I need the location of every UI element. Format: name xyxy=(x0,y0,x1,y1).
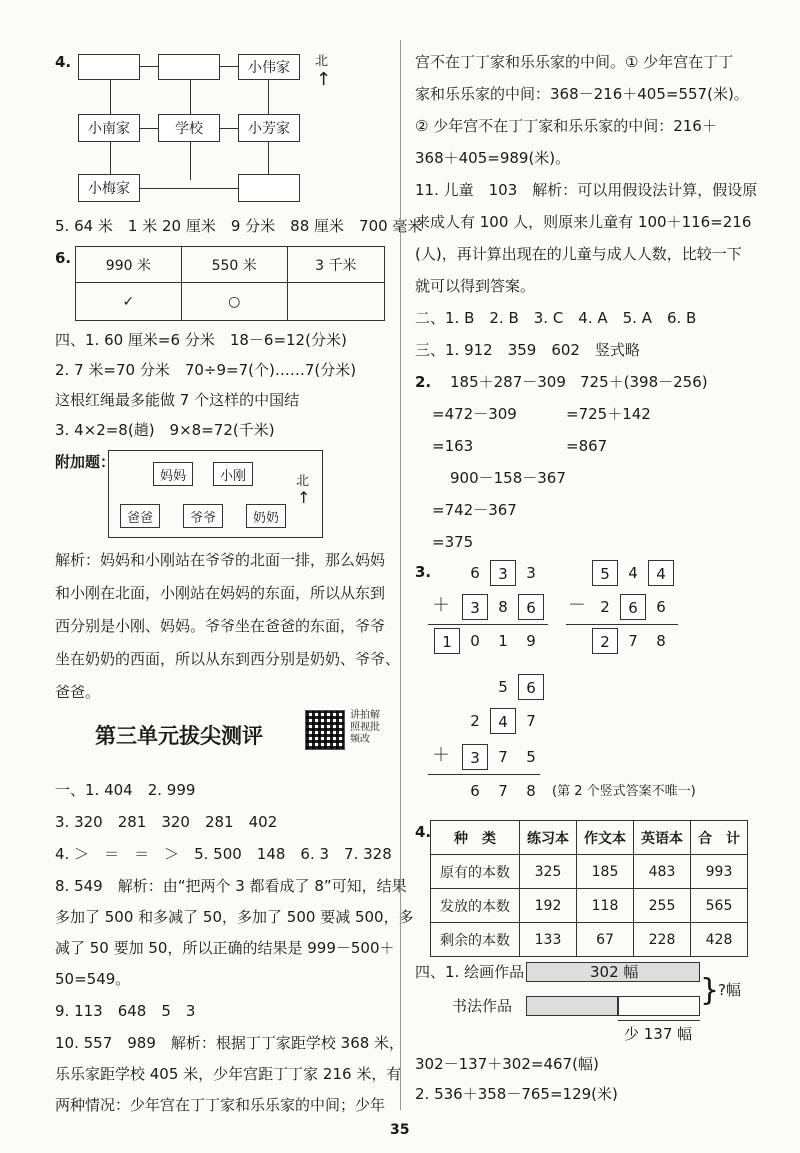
p4: 4. ＞ ＝ ＝ ＞ 5. 500 148 6. 3 7. 328 xyxy=(55,845,392,863)
q6-table xyxy=(75,246,385,321)
s2-answers: 二、1. B 2. B 3. C 4. A 5. A 6. B xyxy=(415,309,697,327)
map-box-empty-3 xyxy=(238,174,300,202)
p8-line: 8. 549 解析：由“把两个 3 都看成了 8”可知，结果 xyxy=(55,877,407,895)
table-cell: 185 xyxy=(577,855,634,889)
table-row xyxy=(431,889,748,923)
calc-b-line: 725＋(398－256) xyxy=(580,373,708,391)
north-arrow-icon: ↑ xyxy=(316,69,332,90)
calc-c-line: 900－158－367 xyxy=(450,469,566,487)
table-cell: 118 xyxy=(577,889,634,923)
vert3-note: (第 2 个竖式答案不唯一) xyxy=(552,784,696,799)
person-baba: 爸爸 xyxy=(120,504,160,528)
person-yeye: 爷爷 xyxy=(183,504,223,528)
q6-header: 3 千米 xyxy=(287,247,384,283)
table-cell: 483 xyxy=(634,855,691,889)
table-cell: 67 xyxy=(577,923,634,957)
digit: 3 xyxy=(526,564,536,582)
digit: 7 xyxy=(526,712,536,730)
bar-less-label: 少 137 幅 xyxy=(624,1025,693,1043)
digit: 5 xyxy=(526,748,536,766)
analysis-line: 和小刚在北面，小刚站在妈妈的东面，所以从东到 xyxy=(55,584,386,602)
q6-label: 6. xyxy=(55,249,72,267)
q5-answer: 5. 64 米 1 米 20 厘米 9 分米 88 厘米 700 毫米 xyxy=(55,217,423,235)
q6-header: 990 米 xyxy=(76,247,182,283)
s4-q2-conclusion: 这根红绳最多能做 7 个这样的中国结 xyxy=(55,391,300,409)
analysis-line: 西分别是小刚、妈妈。爷爷坐在爸爸的东面，爷爷 xyxy=(55,617,386,635)
plus-sign: ＋ xyxy=(432,745,450,766)
calc-label: 2. xyxy=(415,373,432,391)
digit: 7 xyxy=(628,632,638,650)
digit: 0 xyxy=(470,632,480,650)
digit: 7 xyxy=(498,782,508,800)
p8-line: 50=549。 xyxy=(55,970,131,988)
book-count-table xyxy=(430,820,748,957)
map-box-empty-1 xyxy=(78,54,140,80)
person-xiaogang: 小刚 xyxy=(213,462,253,486)
digit: 8 xyxy=(526,782,536,800)
north-label: 北 xyxy=(315,54,329,69)
calc-a-line: 185＋287－309 xyxy=(450,373,566,391)
digit: 2 xyxy=(470,712,480,730)
digit-box: 3 xyxy=(462,744,488,770)
p10-line: 乐乐家距学校 405 米，少年宫距丁丁家 216 米，有 xyxy=(55,1065,402,1083)
s4-q1-label: 四、1. 绘画作品 xyxy=(415,963,525,981)
digit: 7 xyxy=(498,748,508,766)
p8-line: 减了 50 要加 50，所以正确的结果是 999－500＋ xyxy=(55,939,395,957)
digit-box: 6 xyxy=(620,594,646,620)
table-row xyxy=(431,855,748,889)
digit: 6 xyxy=(470,782,480,800)
calc-a-line: =472－309 xyxy=(432,405,517,423)
bar-question: ?幅 xyxy=(718,981,741,999)
qr-label: 讲拍解照视批频改 xyxy=(350,710,380,745)
s3-q1: 三、1. 912 359 602 竖式略 xyxy=(415,341,640,359)
brace-icon: } xyxy=(700,973,720,1008)
digit: 8 xyxy=(656,632,666,650)
map-box-xiaofang: 小芳家 xyxy=(238,114,300,142)
digit-box: 3 xyxy=(490,560,516,586)
p11-line: 就可以得到答案。 xyxy=(415,277,536,295)
q4-label: 4. xyxy=(55,53,72,71)
p10-line: 两种情况：少年宫在丁丁家和乐乐家的中间；少年 xyxy=(55,1096,386,1114)
table-header: 种 类 xyxy=(431,821,520,855)
digit-box: 4 xyxy=(490,708,516,734)
table-header: 合 计 xyxy=(691,821,748,855)
p8-line: 多加了 500 和多减了 50，多加了 500 要减 500，多 xyxy=(55,908,414,926)
table-cell: 325 xyxy=(520,855,577,889)
table-header: 作文本 xyxy=(577,821,634,855)
digit: 1 xyxy=(498,632,508,650)
q6-empty-mark xyxy=(287,283,384,321)
map-box-xiaonan: 小南家 xyxy=(78,114,140,142)
digit-box: 4 xyxy=(648,560,674,586)
map-box-xiaowei: 小伟家 xyxy=(238,54,300,80)
analysis-line: 爸爸。 xyxy=(55,683,101,701)
calligraphy-bar xyxy=(526,996,618,1016)
digit-box: 2 xyxy=(592,628,618,654)
calc-b-line: =725＋142 xyxy=(566,405,651,423)
s4-q1: 四、1. 60 厘米=6 分米 18－6=12(分米) xyxy=(55,331,347,349)
q6-header: 550 米 xyxy=(181,247,287,283)
calc-b-line: =867 xyxy=(566,437,608,455)
p11-line: 来成人有 100 人，则原来儿童有 100＋116=216 xyxy=(415,213,752,231)
p1: 一、1. 404 2. 999 xyxy=(55,781,196,799)
bonus-north-label: 北 xyxy=(296,474,310,489)
digit: 9 xyxy=(526,632,536,650)
person-mama: 妈妈 xyxy=(153,462,193,486)
q6-circle-mark: ○ xyxy=(181,283,287,321)
p11-line: 11. 儿童 103 解析：可以用假设法计算，假设原 xyxy=(415,181,758,199)
p10-cont-line: 家和乐乐家的中间：368－216＋405=557(米)。 xyxy=(415,85,749,103)
table-cell: 255 xyxy=(634,889,691,923)
table-cell: 133 xyxy=(520,923,577,957)
digit-box: 5 xyxy=(592,560,618,586)
table-cell: 428 xyxy=(691,923,748,957)
digit: 6 xyxy=(470,564,480,582)
minus-sign: － xyxy=(568,595,586,616)
p10-line: 10. 557 989 解析：根据丁丁家距学校 368 米， xyxy=(55,1034,405,1052)
map-box-school: 学校 xyxy=(158,114,220,142)
table-cell: 发放的本数 xyxy=(431,889,520,923)
p11-line: (人)，再计算出现在的儿童与成人人数，比较一下 xyxy=(415,245,742,263)
s4-q2: 2. 7 米=70 分米 70÷9=7(个)……7(分米) xyxy=(55,361,357,379)
s4-q3: 3. 4×2=8(趟) 9×8=72(千米) xyxy=(55,421,275,439)
table-cell: 993 xyxy=(691,855,748,889)
digit: 8 xyxy=(498,598,508,616)
digit-box: 1 xyxy=(434,628,460,654)
digit: 2 xyxy=(600,598,610,616)
bonus-label: 附加题： xyxy=(55,453,116,471)
table-cell: 565 xyxy=(691,889,748,923)
bar-top-label: 302 幅 xyxy=(590,963,639,981)
digit: 6 xyxy=(656,598,666,616)
table-row xyxy=(431,923,748,957)
bonus-north-arrow-icon: ↑ xyxy=(297,488,311,507)
calc-c-line: =375 xyxy=(432,533,474,551)
table-cell: 原有的本数 xyxy=(431,855,520,889)
p10-cont-line: ② 少年宫不在丁丁家和乐乐家的中间：216＋ xyxy=(415,117,717,135)
table-header: 练习本 xyxy=(520,821,577,855)
table-q4-label: 4. xyxy=(415,823,432,841)
calligraphy-label: 书法作品 xyxy=(452,997,513,1015)
section-title: 第三单元拔尖测评 xyxy=(95,724,263,748)
digit-box: 6 xyxy=(518,674,544,700)
p3: 3. 320 281 320 281 402 xyxy=(55,813,278,831)
person-nainai: 奶奶 xyxy=(246,504,286,528)
s4-q2: 2. 536＋358－765=129(米) xyxy=(415,1085,618,1103)
table-header: 英语本 xyxy=(634,821,691,855)
qr-code-icon xyxy=(305,710,345,750)
p10-cont-line: 368＋405=989(米)。 xyxy=(415,149,571,167)
table-cell: 剩余的本数 xyxy=(431,923,520,957)
digit: 4 xyxy=(628,564,638,582)
analysis-line: 解析：妈妈和小刚站在爷爷的北面一排，那么妈妈 xyxy=(55,551,386,569)
calligraphy-missing-part xyxy=(618,996,700,1016)
digit-box: 6 xyxy=(518,594,544,620)
table-cell: 192 xyxy=(520,889,577,923)
column-divider xyxy=(400,40,401,1110)
digit-box: 3 xyxy=(462,594,488,620)
analysis-line: 坐在奶奶的西面，所以从东到西分别是奶奶、爷爷、 xyxy=(55,650,401,668)
q6-check-mark: ✓ xyxy=(76,283,182,321)
calc-c-line: =742－367 xyxy=(432,501,517,519)
map-box-xiaomei: 小梅家 xyxy=(78,174,140,202)
s4-q1-equation: 302－137＋302=467(幅) xyxy=(415,1055,599,1073)
plus-sign: ＋ xyxy=(432,595,450,616)
calc-a-line: =163 xyxy=(432,437,474,455)
q3-label: 3. xyxy=(415,563,432,581)
p9: 9. 113 648 5 3 xyxy=(55,1002,196,1020)
digit: 5 xyxy=(498,678,508,696)
page-number: 35 xyxy=(390,1122,410,1138)
p10-cont-line: 宫不在丁丁家和乐乐家的中间。① 少年宫在丁丁 xyxy=(415,53,734,71)
table-cell: 228 xyxy=(634,923,691,957)
map-box-empty-2 xyxy=(158,54,220,80)
